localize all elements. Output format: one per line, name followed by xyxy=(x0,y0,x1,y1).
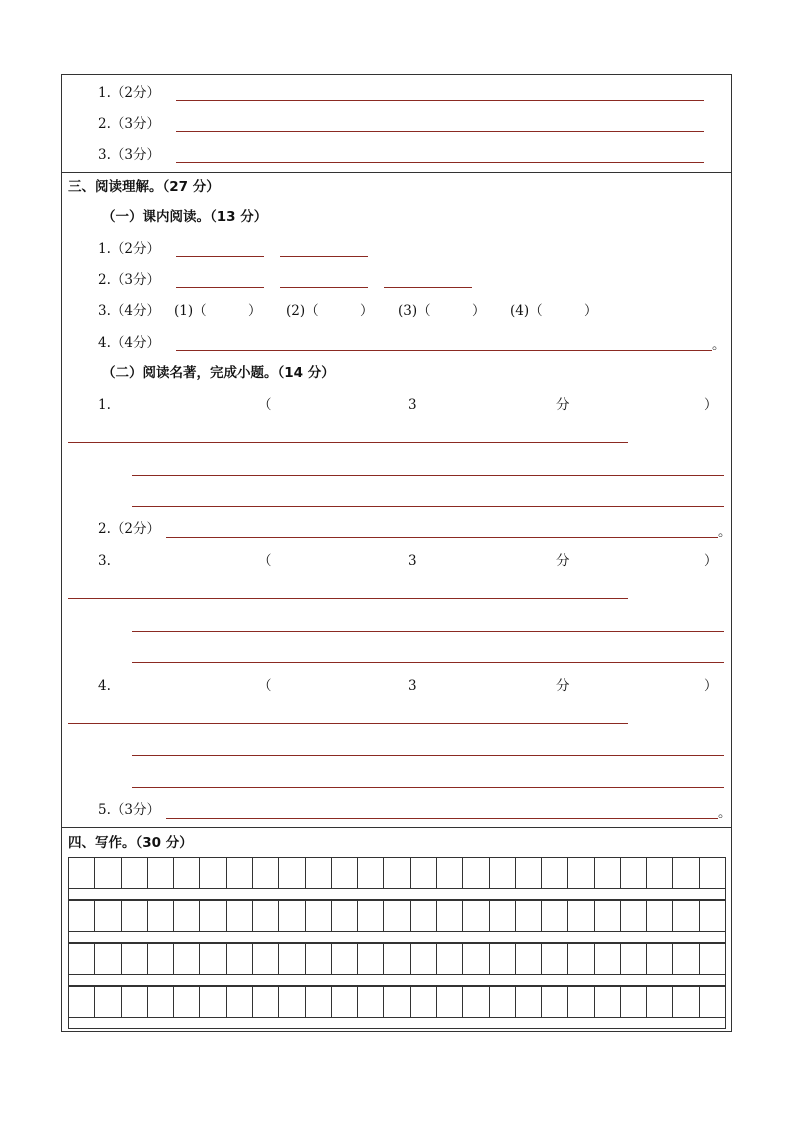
writing-grid-cell[interactable] xyxy=(463,944,489,974)
part2-q1-line-1[interactable] xyxy=(68,442,628,443)
writing-grid-cell[interactable] xyxy=(647,944,673,974)
writing-grid-cell[interactable] xyxy=(279,858,305,888)
writing-grid-cell[interactable] xyxy=(253,901,279,931)
writing-grid-cell[interactable] xyxy=(621,858,647,888)
part1-heading: （一）课内阅读。（13 分） xyxy=(102,209,268,225)
writing-grid-cell[interactable] xyxy=(95,987,121,1017)
part2-q4-line-3[interactable] xyxy=(132,787,724,788)
writing-grid-cell[interactable] xyxy=(174,987,200,1017)
part1-q2-blank-3[interactable] xyxy=(384,287,472,288)
writing-grid-cell[interactable] xyxy=(148,987,174,1017)
writing-grid-row xyxy=(68,857,726,889)
writing-grid-cell[interactable] xyxy=(647,987,673,1017)
writing-grid-cell[interactable] xyxy=(700,858,725,888)
writing-grid-gap xyxy=(68,932,726,943)
writing-grid-cell[interactable] xyxy=(516,944,542,974)
writing-grid-cell[interactable] xyxy=(95,944,121,974)
writing-grid-cell[interactable] xyxy=(516,987,542,1017)
writing-grid-cell[interactable] xyxy=(411,858,437,888)
writing-grid-cell[interactable] xyxy=(148,858,174,888)
part2-q2-line[interactable] xyxy=(166,537,718,538)
part2-q3-num: 3. xyxy=(98,553,111,569)
writing-grid-cell[interactable] xyxy=(95,858,121,888)
writing-grid-cell[interactable] xyxy=(227,987,253,1017)
writing-grid-cell[interactable] xyxy=(437,987,463,1017)
part2-q2-end: 。 xyxy=(718,524,732,540)
writing-grid-cell[interactable] xyxy=(69,987,95,1017)
writing-grid-cell[interactable] xyxy=(490,858,516,888)
writing-grid-cell[interactable] xyxy=(411,987,437,1017)
writing-grid-cell[interactable] xyxy=(332,901,358,931)
part2-q1-score: 3 xyxy=(408,397,417,413)
writing-grid-cell[interactable] xyxy=(358,858,384,888)
writing-grid-cell[interactable] xyxy=(700,944,725,974)
writing-grid-cell[interactable] xyxy=(621,944,647,974)
writing-grid-cell[interactable] xyxy=(490,987,516,1017)
writing-grid-cell[interactable] xyxy=(595,901,621,931)
part1-q3-opt3-open: (3)（ xyxy=(398,303,431,319)
writing-grid-cell[interactable] xyxy=(621,901,647,931)
writing-grid-cell[interactable] xyxy=(253,858,279,888)
writing-grid-cell[interactable] xyxy=(437,944,463,974)
part1-q3-opt4-open: (4)（ xyxy=(510,303,543,319)
part1-q2-label: 2.（3分） xyxy=(98,272,160,288)
part1-q1-label: 1.（2分） xyxy=(98,241,160,257)
writing-grid-cell[interactable] xyxy=(542,987,568,1017)
part2-q5-end: 。 xyxy=(718,805,732,821)
part1-q3-label: 3.（4分） xyxy=(98,303,160,319)
section-divider xyxy=(62,172,731,173)
writing-grid-cell[interactable] xyxy=(673,944,699,974)
part2-q4-close: ） xyxy=(704,678,718,694)
answer-sheet xyxy=(61,74,732,1032)
writing-grid-cell[interactable] xyxy=(253,987,279,1017)
writing-grid-cell[interactable] xyxy=(411,901,437,931)
writing-grid-cell[interactable] xyxy=(332,944,358,974)
writing-grid-cell[interactable] xyxy=(358,901,384,931)
part2-q4-num: 4. xyxy=(98,678,111,694)
writing-grid-cell[interactable] xyxy=(227,901,253,931)
writing-grid-cell[interactable] xyxy=(200,987,226,1017)
writing-grid-cell[interactable] xyxy=(621,987,647,1017)
writing-grid-cell[interactable] xyxy=(490,944,516,974)
writing-grid-cell[interactable] xyxy=(306,858,332,888)
part2-q5-label: 5.（3分） xyxy=(98,802,160,818)
writing-grid-cell[interactable] xyxy=(568,944,594,974)
writing-grid-cell[interactable] xyxy=(306,987,332,1017)
writing-grid-cell[interactable] xyxy=(673,858,699,888)
part1-q3-opt1-open: (1)（ xyxy=(174,303,207,319)
part1-q4-line[interactable] xyxy=(176,350,712,351)
writing-grid-cell[interactable] xyxy=(174,901,200,931)
writing-grid-cell[interactable] xyxy=(437,858,463,888)
part2-q5-line[interactable] xyxy=(166,818,718,819)
writing-grid-gap xyxy=(68,889,726,900)
writing-grid-cell[interactable] xyxy=(122,901,148,931)
writing-grid-cell[interactable] xyxy=(463,987,489,1017)
top-answer-1-line[interactable] xyxy=(176,100,704,101)
writing-grid-cell[interactable] xyxy=(673,987,699,1017)
part1-q3-opt4-close: ） xyxy=(584,303,598,319)
writing-grid-cell[interactable] xyxy=(700,901,725,931)
writing-grid-cell[interactable] xyxy=(516,858,542,888)
writing-grid-cell[interactable] xyxy=(411,944,437,974)
part2-q4-line-1[interactable] xyxy=(68,723,628,724)
writing-grid-cell[interactable] xyxy=(279,901,305,931)
writing-grid-cell[interactable] xyxy=(279,944,305,974)
part1-q3-opt1-close: ） xyxy=(248,303,262,319)
part2-q3-line-2[interactable] xyxy=(132,631,724,632)
part1-q2-blank-1[interactable] xyxy=(176,287,264,288)
part2-q3-close: ） xyxy=(704,553,718,569)
top-answer-1-label: 1.（2分） xyxy=(98,85,160,101)
writing-grid-cell[interactable] xyxy=(174,858,200,888)
writing-grid-cell[interactable] xyxy=(279,987,305,1017)
writing-grid-cell[interactable] xyxy=(490,901,516,931)
writing-grid-cell[interactable] xyxy=(69,901,95,931)
writing-grid-cell[interactable] xyxy=(148,901,174,931)
writing-grid-cell[interactable] xyxy=(253,944,279,974)
writing-grid-cell[interactable] xyxy=(174,944,200,974)
part1-q3-opt2-close: ） xyxy=(360,303,374,319)
writing-grid-cell[interactable] xyxy=(542,901,568,931)
section-divider xyxy=(62,827,731,828)
writing-grid-cell[interactable] xyxy=(568,858,594,888)
writing-grid-cell[interactable] xyxy=(516,901,542,931)
writing-grid-cell[interactable] xyxy=(358,987,384,1017)
part2-q4-unit: 分 xyxy=(556,678,570,694)
writing-grid-cell[interactable] xyxy=(673,901,699,931)
writing-grid-cell[interactable] xyxy=(200,944,226,974)
writing-grid-gap xyxy=(68,975,726,986)
writing-grid-cell[interactable] xyxy=(200,858,226,888)
part2-q3-line-1[interactable] xyxy=(68,598,628,599)
writing-grid-cell[interactable] xyxy=(227,944,253,974)
top-answer-3-line[interactable] xyxy=(176,162,704,163)
writing-grid-cell[interactable] xyxy=(200,901,226,931)
part2-q4-line-2[interactable] xyxy=(132,755,724,756)
writing-grid-cell[interactable] xyxy=(306,944,332,974)
section3-heading: 三、阅读理解。（27 分） xyxy=(68,179,220,195)
part1-q4-label: 4.（4分） xyxy=(98,335,160,351)
part1-q3-opt2-open: (2)（ xyxy=(286,303,319,319)
writing-grid-cell[interactable] xyxy=(69,944,95,974)
writing-grid-cell[interactable] xyxy=(437,901,463,931)
writing-grid-cell[interactable] xyxy=(647,901,673,931)
part2-q1-line-3[interactable] xyxy=(132,506,724,507)
part2-q2-label: 2.（2分） xyxy=(98,521,160,537)
part1-q1-blank-1[interactable] xyxy=(176,256,264,257)
writing-grid-cell[interactable] xyxy=(358,944,384,974)
writing-grid-cell[interactable] xyxy=(542,858,568,888)
writing-grid-cell[interactable] xyxy=(384,858,410,888)
writing-grid-gap xyxy=(68,1018,726,1029)
writing-grid-cell[interactable] xyxy=(463,858,489,888)
part1-q3-opt3-close: ） xyxy=(472,303,486,319)
part2-q3-score: 3 xyxy=(408,553,417,569)
writing-grid-cell[interactable] xyxy=(122,858,148,888)
part2-q3-unit: 分 xyxy=(556,553,570,569)
writing-grid-cell[interactable] xyxy=(595,987,621,1017)
writing-grid-cell[interactable] xyxy=(595,858,621,888)
part2-q1-line-2[interactable] xyxy=(132,475,724,476)
part2-q1-close: ） xyxy=(704,397,718,413)
part2-q3-line-3[interactable] xyxy=(132,662,724,663)
writing-grid-cell[interactable] xyxy=(384,944,410,974)
writing-grid-cell[interactable] xyxy=(122,987,148,1017)
section4-heading: 四、写作。（30 分） xyxy=(68,835,193,851)
part2-heading: （二）阅读名著，完成小题。（14 分） xyxy=(102,365,335,381)
writing-grid-cell[interactable] xyxy=(568,987,594,1017)
top-answer-3-label: 3.（3分） xyxy=(98,147,160,163)
writing-grid-row xyxy=(68,943,726,975)
writing-grid-cell[interactable] xyxy=(542,944,568,974)
part2-q4-score: 3 xyxy=(408,678,417,694)
top-answer-2-label: 2.（3分） xyxy=(98,116,160,132)
part2-q1-open: （ xyxy=(258,397,272,413)
writing-grid-cell[interactable] xyxy=(384,987,410,1017)
writing-grid-cell[interactable] xyxy=(384,901,410,931)
writing-grid-cell[interactable] xyxy=(463,901,489,931)
part1-q2-blank-2[interactable] xyxy=(280,287,368,288)
top-answer-2-line[interactable] xyxy=(176,131,704,132)
writing-grid-cell[interactable] xyxy=(568,901,594,931)
part1-q4-end: 。 xyxy=(712,337,726,353)
writing-grid-cell[interactable] xyxy=(95,901,121,931)
part2-q1-num: 1. xyxy=(98,397,111,413)
writing-grid-cell[interactable] xyxy=(332,987,358,1017)
writing-grid-cell[interactable] xyxy=(595,944,621,974)
writing-grid-cell[interactable] xyxy=(122,944,148,974)
writing-grid-row xyxy=(68,900,726,932)
part2-q4-open: （ xyxy=(258,678,272,694)
writing-grid-cell[interactable] xyxy=(148,944,174,974)
writing-grid-row xyxy=(68,986,726,1018)
writing-grid-cell[interactable] xyxy=(306,901,332,931)
part2-q1-unit: 分 xyxy=(556,397,570,413)
writing-grid-cell[interactable] xyxy=(227,858,253,888)
writing-grid-cell[interactable] xyxy=(700,987,725,1017)
writing-grid-cell[interactable] xyxy=(647,858,673,888)
part2-q3-open: （ xyxy=(258,553,272,569)
part1-q1-blank-2[interactable] xyxy=(280,256,368,257)
writing-grid-cell[interactable] xyxy=(332,858,358,888)
writing-grid-cell[interactable] xyxy=(69,858,95,888)
